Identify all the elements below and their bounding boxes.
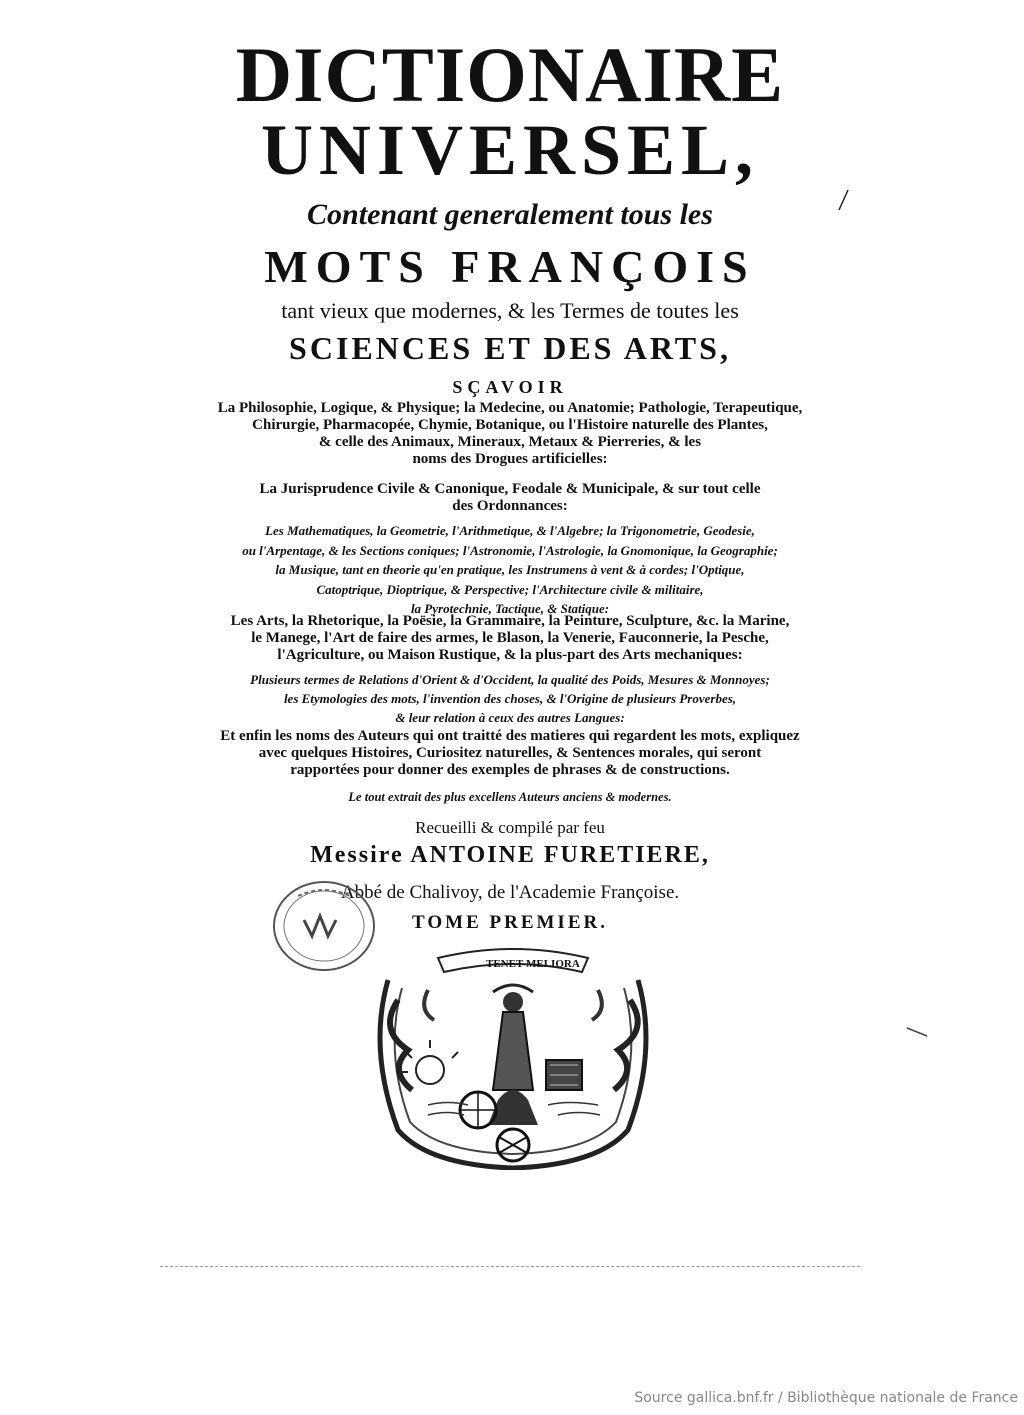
stray-mark-icon bbox=[836, 188, 850, 212]
paragraph-mathematiques bbox=[175, 521, 845, 619]
subtitle-tant-vieux: tant vieux que modernes, & les Termes de toutes les bbox=[281, 298, 739, 323]
text-line: Les Arts, la Rhetorique, la Poësie, la Grammaire, la Peinture, Sculpture, &c. la Marine, bbox=[230, 613, 790, 629]
text-line: La Jurisprudence Civile & Canonique, Feodale & Municipale, & sur tout celle bbox=[259, 481, 761, 497]
text-line: la Pyrotechnie, Tactique, & Statique: bbox=[410, 601, 610, 616]
text-line: ou l'Arpentage, & les Sections coniques; l'Astronomie, l'Astrologie, la Gnomonique, la Geographie; bbox=[242, 542, 778, 558]
abbe-line: Abbé de Chalivoy, de l'Academie Françoise. bbox=[340, 882, 680, 903]
subtitle-mots-francois: MOTS FRANÇOIS bbox=[264, 241, 756, 292]
text-line: Catoptrique, Dioptrique, & Perspective; l'Architecture civile & militaire, bbox=[316, 581, 704, 597]
paragraph-jurisprudence bbox=[175, 481, 845, 515]
extrait-line: Le tout extrait des plus excellens Auteurs anciens & modernes. bbox=[348, 790, 672, 804]
bottom-rule bbox=[160, 1266, 860, 1267]
library-stamp-icon bbox=[268, 876, 380, 976]
tome-label: TOME PREMIER. bbox=[412, 912, 608, 933]
text-line: rapportées pour donner des exemples de phrases & de constructions. bbox=[290, 762, 730, 778]
paragraph-arts bbox=[175, 613, 845, 664]
scavoir-heading: SÇAVOIR bbox=[452, 377, 568, 397]
subtitle-contenant: Contenant generalement tous les bbox=[307, 198, 713, 231]
text-line: Chirurgie, Pharmacopée, Chymie, Botanique, ou l'Histoire naturelle des Plantes, bbox=[252, 417, 768, 433]
subtitle-sciences: SCIENCES ET DES ARTS, bbox=[289, 330, 731, 366]
text-line: le Manege, l'Art de faire des armes, le Blason, la Venerie, Fauconnerie, la Pesche, bbox=[251, 630, 769, 646]
text-line: noms des Drogues artificielles: bbox=[412, 451, 608, 467]
text-line: Plusieurs termes de Relations d'Orient & d'Occident, la qualité des Poids, Mesures & Monnoyes; bbox=[250, 672, 770, 687]
paragraph-auteurs bbox=[175, 728, 845, 779]
title-line-1: DICTIONAIRE bbox=[235, 31, 785, 118]
paragraph-relations bbox=[175, 670, 845, 727]
text-line: & leur relation à ceux des autres Langues: bbox=[395, 710, 625, 725]
text-line: Et enfin les noms des Auteurs qui ont traitté des matieres qui regardent les mots, expliquez bbox=[220, 728, 800, 744]
text-line: l'Agriculture, ou Maison Rustique, & la plus-part des Arts mechaniques: bbox=[277, 647, 743, 663]
printers-device-icon bbox=[368, 940, 658, 1170]
title-line-2: UNIVERSEL, bbox=[260, 110, 760, 190]
text-line: la Musique, tant en theorie qu'en pratique, les Instrumens à vent & à cordes; l'Optique, bbox=[275, 562, 745, 577]
text-line: avec quelques Histoires, Curiositez naturelles, & Sentences morales, qui seront bbox=[258, 745, 762, 761]
source-footer: Source gallica.bnf.fr / Bibliothèque nationale de France bbox=[634, 1390, 1018, 1406]
text-line: Les Mathematiques, la Geometrie, l'Arithmetique, & l'Algebre; la Trigonometrie, Geodesie, bbox=[265, 523, 755, 538]
vignette-motto-left: TENET bbox=[486, 958, 524, 970]
text-line: des Ordonnances: bbox=[452, 498, 568, 514]
text-line: & celle des Animaux, Mineraux, Metaux & Pierreries, & les bbox=[318, 434, 702, 450]
stray-mark-icon bbox=[905, 1026, 929, 1038]
vignette-motto-right: MELIORA bbox=[526, 958, 580, 970]
paragraph-philosophie bbox=[175, 400, 845, 468]
recueilli-line: Recueilli & compilé par feu bbox=[415, 818, 605, 837]
text-line: les Etymologies des mots, l'invention des choses, & l'Origine de plusieurs Proverbes, bbox=[283, 691, 737, 706]
author-name: Messire ANTOINE FURETIERE, bbox=[310, 842, 710, 868]
text-line: La Philosophie, Logique, & Physique; la Medecine, ou Anatomie; Pathologie, Terapeutique, bbox=[217, 400, 803, 416]
